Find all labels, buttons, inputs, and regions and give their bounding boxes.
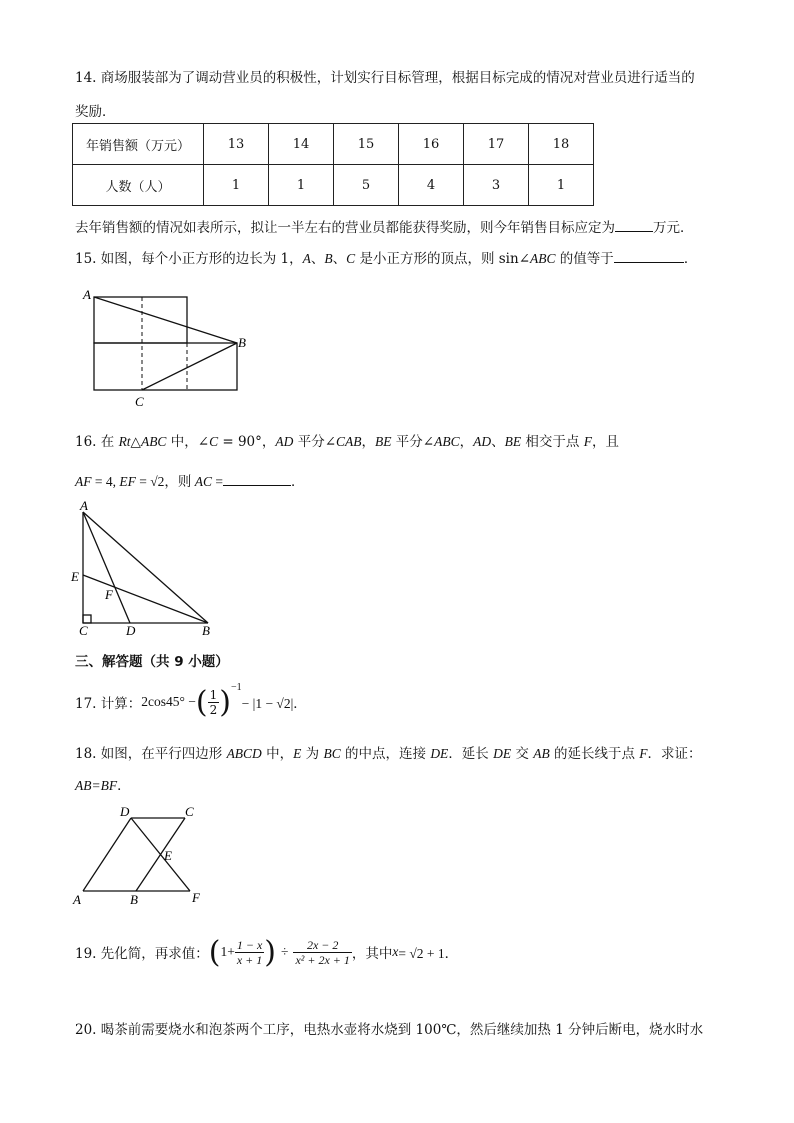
- q16-t: = 4,: [91, 474, 120, 489]
- q18-t: ．: [117, 778, 131, 794]
- q16-t: 平分∠: [293, 434, 337, 450]
- table-row: [73, 124, 594, 165]
- label-b: B: [238, 335, 246, 350]
- q16-t: = √2，则: [135, 474, 195, 489]
- label-c: C: [135, 394, 144, 409]
- q16-t: = 90°，: [218, 434, 276, 450]
- table-cell: 5: [334, 165, 399, 206]
- q19-fraction-1: [235, 938, 264, 967]
- q19-paren: ): [264, 934, 277, 970]
- q17-pre: 17. 计算：: [75, 696, 142, 712]
- frac-num: 2x − 2: [293, 938, 351, 953]
- q16-t: ，且: [591, 434, 619, 450]
- q19-text: [75, 930, 458, 974]
- q16-line1: [75, 430, 619, 450]
- table-cell: 15: [334, 124, 399, 165]
- frac-den: x + 1: [236, 952, 263, 967]
- q19-post: ，其中: [351, 946, 393, 962]
- q17-fraction: [208, 688, 220, 717]
- label-f: F: [192, 890, 200, 905]
- q18-t: 为: [301, 746, 324, 762]
- q15-c: C: [346, 251, 356, 266]
- q15-sep: 、: [310, 251, 325, 267]
- q15-pre: 15. 如图，每个小正方形的边长为 1，: [75, 251, 303, 267]
- q18-t: 18. 如图，在平行四边形: [75, 746, 227, 762]
- frac-den: 2: [209, 702, 218, 717]
- q16-m: AF: [75, 474, 92, 489]
- table-cell: 人数（人）: [73, 165, 204, 206]
- q15-end: ．: [683, 251, 698, 267]
- q16-t: 平分∠: [391, 434, 435, 450]
- q19-m: x: [392, 944, 399, 959]
- q17-paren: (: [195, 684, 208, 720]
- label-c: C: [185, 804, 194, 819]
- table-cell: 18: [529, 124, 594, 165]
- q16-triangle-figure: [68, 498, 228, 642]
- q17-expr: 2cos45° −: [141, 694, 196, 709]
- q19-fraction-2: [293, 938, 351, 967]
- q15-abc: ABC: [530, 251, 556, 266]
- q20-line1: 20. 喝茶前需要烧水和泡茶两个工序，电热水壶将水烧到 100℃，然后继续加热 1 分钟后断电，烧水时水: [75, 1022, 704, 1038]
- label-e: E: [164, 848, 172, 863]
- q14-line2: 奖励．: [75, 104, 116, 120]
- q16-t: 16. 在: [75, 434, 119, 450]
- q16-m: AD: [275, 434, 294, 449]
- q14-line3: [75, 216, 694, 236]
- q15-b: B: [324, 251, 333, 266]
- table-cell: 14: [269, 124, 334, 165]
- section-heading: 三、解答题（共 9 小题）: [75, 654, 229, 670]
- q17-text: [75, 682, 307, 722]
- q16-t: ，: [361, 434, 376, 450]
- answer-blank[interactable]: [615, 217, 653, 232]
- table-cell: 1: [269, 165, 334, 206]
- q18-line2: [75, 774, 131, 794]
- label-d: D: [120, 804, 130, 819]
- label-d: D: [126, 623, 136, 638]
- table-cell: 1: [529, 165, 594, 206]
- q19-pre: 19. 先化简，再求值：: [75, 946, 209, 962]
- label-a: A: [73, 892, 81, 907]
- frac-num: 1: [209, 687, 218, 702]
- label-a: A: [80, 498, 88, 513]
- q19-paren: (: [208, 934, 221, 970]
- q19-expr: 1+: [220, 944, 235, 959]
- q18-t: ．延长: [448, 746, 494, 762]
- q19-div: ÷: [281, 944, 289, 959]
- answer-blank[interactable]: [614, 248, 684, 263]
- table-row: [73, 165, 594, 206]
- q18-t: 的延长线于点: [549, 746, 640, 762]
- q18-parallelogram-figure: [68, 803, 218, 908]
- q15-mid: 是小正方形的顶点，则 sin∠: [355, 251, 531, 267]
- q18-m: F: [639, 746, 648, 761]
- table-cell: 13: [204, 124, 269, 165]
- q15-post: 的值等于: [555, 251, 614, 267]
- label-f: F: [105, 587, 113, 602]
- table-cell: 年销售额（万元）: [73, 124, 204, 165]
- q18-t: 交: [511, 746, 534, 762]
- table-cell: 16: [399, 124, 464, 165]
- q16-t: 、: [491, 434, 505, 450]
- q18-m: ABCD: [226, 746, 262, 761]
- q16-m: BE: [375, 434, 392, 449]
- q16-t: =: [212, 474, 224, 489]
- table-cell: 17: [464, 124, 529, 165]
- q15-sep: 、: [332, 251, 347, 267]
- label-e: E: [71, 569, 79, 584]
- q18-line1: [75, 742, 702, 762]
- q19-val: = √2 + 1．: [398, 946, 459, 961]
- q16-m: C: [209, 434, 219, 449]
- q14-unit: 万元．: [653, 220, 694, 236]
- q18-m: AB=BF: [75, 778, 118, 793]
- q18-m: AB: [533, 746, 550, 761]
- table-cell: 1: [204, 165, 269, 206]
- q18-m: DE: [493, 746, 512, 761]
- label-b: B: [130, 892, 138, 907]
- q16-m: EF: [119, 474, 136, 489]
- frac-num: 1 − x: [236, 937, 263, 952]
- q16-t: 相交于点: [521, 434, 584, 450]
- q18-m: BC: [323, 746, 341, 761]
- label-b: B: [202, 623, 210, 638]
- q14-text: 去年销售额的情况如表所示，拟让一半左右的营业员都能获得奖励，则今年销售目标应定为: [75, 220, 615, 236]
- answer-blank[interactable]: [223, 471, 291, 486]
- q15-grid-figure: [80, 285, 260, 410]
- sales-table: [72, 123, 594, 206]
- label-c: C: [79, 623, 88, 638]
- q17-paren: ): [219, 684, 231, 720]
- q18-t: ．求证：: [647, 746, 702, 762]
- q18-m: DE: [430, 746, 449, 761]
- frac-den: x² + 2x + 1: [295, 952, 350, 967]
- q16-end: ．: [291, 474, 305, 490]
- q18-m: E: [293, 746, 302, 761]
- q17-exponent: −1: [230, 682, 242, 693]
- q16-m: BE: [504, 434, 522, 449]
- q16-m: CAB: [336, 434, 362, 449]
- q16-line2: [75, 470, 305, 490]
- q16-t: ，: [459, 434, 474, 450]
- table-cell: 3: [464, 165, 529, 206]
- q16-m: F: [583, 434, 592, 449]
- table-cell: 4: [399, 165, 464, 206]
- q16-m: ABC: [434, 434, 460, 449]
- label-a: A: [83, 287, 91, 302]
- q16-m: Rt△ABC: [118, 434, 167, 449]
- q16-t: 中，∠: [166, 434, 210, 450]
- q15-a: A: [302, 251, 311, 266]
- q16-m: AD: [473, 434, 492, 449]
- q16-m: AC: [194, 474, 213, 489]
- q15-text: [75, 247, 697, 267]
- q18-t: 中，: [261, 746, 294, 762]
- q18-t: 的中点，连接: [340, 746, 431, 762]
- q14-line1: 14. 商场服装部为了调动营业员的积极性，计划实行目标管理，根据目标完成的情况对营业员进行适当的: [75, 70, 695, 86]
- q17-expr: − |1 − √2|．: [241, 696, 307, 711]
